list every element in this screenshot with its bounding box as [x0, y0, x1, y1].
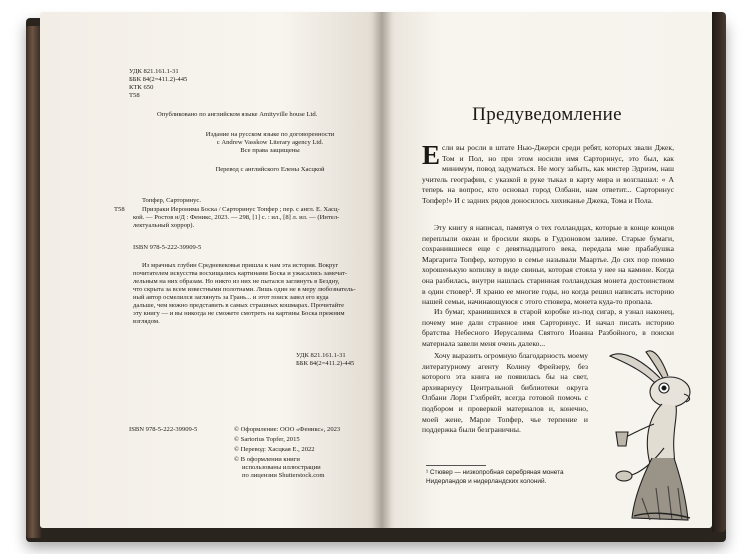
- paragraph-4: Хочу выразить огромную благодарность моему литературному агенту Колину Фрейзеру, без которого эта книга не появилась бы на свет, архивариусу Центральной библиотеки округа Олбани Лори Гэлбрейт, всегда готовой помочь с подбором и проверкой материалов и, конечно, моей жене, Марле Топфер, чье терпение и поддержка были безграничны.: [422, 351, 588, 435]
- hare-creature-illustration: [598, 348, 702, 526]
- code-t58-top: Т58: [129, 92, 140, 99]
- paragraph-2: Эту книгу я написал, памятуя о тех голландцах, которые в конце концов переплыли океан и бросили якорь в Гудзоновом заливе. Старые бумаги, сохранившиеся еще с девятнадцатого века, передала мне прабабушка Маргарита Топфер, которую в семье называли Маартье. До сих пор помню хорошенькую копилку в виде свиньи, которая стояла у нее на камине. Когда она разбилась, внутри нашлась старинная голландская монета достоинством в один стювер¹. Я храню ее многие годы, но когда решил написать историю нашей семьи, начинающуюся с этого стювера, монета куда-то пропала.: [422, 223, 674, 307]
- isbn-first: ISBN 978-5-222-39909-5: [133, 244, 202, 251]
- biblio-line-2: кой. — Ростов н/Д : Феникс, 2023. — 298, [1] с. : ил., [8] л. ил. — (Интел-: [133, 214, 340, 221]
- bbk-top: ББК 84(2=411.2)-445: [129, 76, 188, 83]
- copyright-3: © Перевод: Хасцкая Е., 2022: [234, 446, 315, 453]
- author-header: Топфер, Сарторинус.: [142, 197, 202, 204]
- biblio-line-1: Призраки Иеронима Боска / Сарторинус Топфер ; пер. с англ. Е. Хасц-: [142, 206, 340, 213]
- isbn-bottom: ISBN 978-5-222-39909-5: [129, 426, 198, 433]
- published-note: Опубликовано по английском языке Amityville house Ltd.: [157, 111, 318, 118]
- copyright-1: © Оформление: ООО «Феникс», 2023: [234, 426, 341, 433]
- biblio-line-3: лектуальный хоррор).: [133, 222, 195, 229]
- annotation-line-3: лельным на них образам. Но никто из них не пытался заглянуть в Бездну,: [133, 278, 340, 285]
- annotation-line-6: дальше, чем можно представить в самых страшных кошмарах. Прочитайте: [133, 302, 345, 309]
- annotation-line-1: Из мрачных глубин Средневековья пришла к нам эта история. Вокруг: [142, 262, 339, 269]
- translation-credit: Перевод с английского Елены Хасцкой: [215, 166, 325, 173]
- footnote-rule: [426, 465, 486, 466]
- book-cover-edge: [712, 12, 726, 532]
- copyright-extra-1: использованы иллюстрации: [242, 464, 321, 471]
- publication-line-1: Издание на русском языке по договоренности: [205, 131, 335, 138]
- paragraph-3: Из бумаг, хранившихся в старой коробке из-под сигар, я узнал наконец, почему мне дали странное имя Сарторинус. И начал писать историю братства Небесного Иерусалима Святого Иоанна Разбойного, в поиски материала завели меня очень далеко...: [422, 307, 674, 348]
- left-page-imprint: [40, 12, 382, 528]
- copyright-4: © В оформлении книги: [234, 456, 300, 463]
- annotation-line-4: что скрыта за всем известными полотнами. Лишь один не в меру любознатель-: [133, 286, 356, 293]
- footnote-line-2: Нидерландов и нидерландских колоний.: [426, 478, 547, 485]
- ktk: КТК 650: [129, 84, 154, 91]
- copyright-extra-2: по лицензии Shutterstock.com: [242, 472, 325, 479]
- udk-bottom: УДК 821.161.1-31: [296, 352, 346, 359]
- publication-line-2: с Andrew Vasskow Literary agency Ltd.: [216, 139, 324, 146]
- publication-line-3: Все права защищены: [240, 147, 300, 154]
- annotation-line-2: почитателем искусства восхищались картинами Боска и ужасались замечат-: [133, 270, 348, 277]
- paragraph-1-text: сли вы росли в штате Нью-Джерси среди ребят, которых звали Джек, Том и Пол, но при этом носили имя Сарторинус, это был, как минимум, повод задуматься. Не могу забыть, как мистер Эдриэм, наш учитель географии, с указкой в руке тыкал в карту мира и возглашал: « А теперь на вопрос, кто основал город Олбани, нам ответит... Сарторинус Топфер!» И с задних рядов доносилось хихиканье Джека, Тома и Пола.: [422, 143, 674, 205]
- footnote-line-1: ¹ Стювер — низкопробная серебряная монета: [426, 469, 564, 476]
- biblio-code: Т58: [114, 206, 125, 213]
- paragraph-1: [422, 140, 674, 207]
- annotation-line-5: ный автор осмелился заглянуть за Грань... и этот поиск завел его куда: [133, 294, 329, 301]
- annotation-line-8: взглядом.: [133, 318, 160, 325]
- udk-top: УДК 821.161.1-31: [129, 68, 179, 75]
- bbk-bottom: ББК 84(2=411.2)-445: [296, 360, 355, 367]
- page-title: Предуведомление: [472, 104, 622, 125]
- dropcap-letter: Е: [422, 140, 441, 170]
- annotation-line-7: эту книгу — и вы никогда не сможете смотреть на картины Боска прежним: [133, 310, 345, 317]
- open-book: [26, 12, 726, 542]
- right-page-foreword: [382, 12, 712, 528]
- copyright-2: © Sartorius Topfer, 2015: [234, 436, 300, 443]
